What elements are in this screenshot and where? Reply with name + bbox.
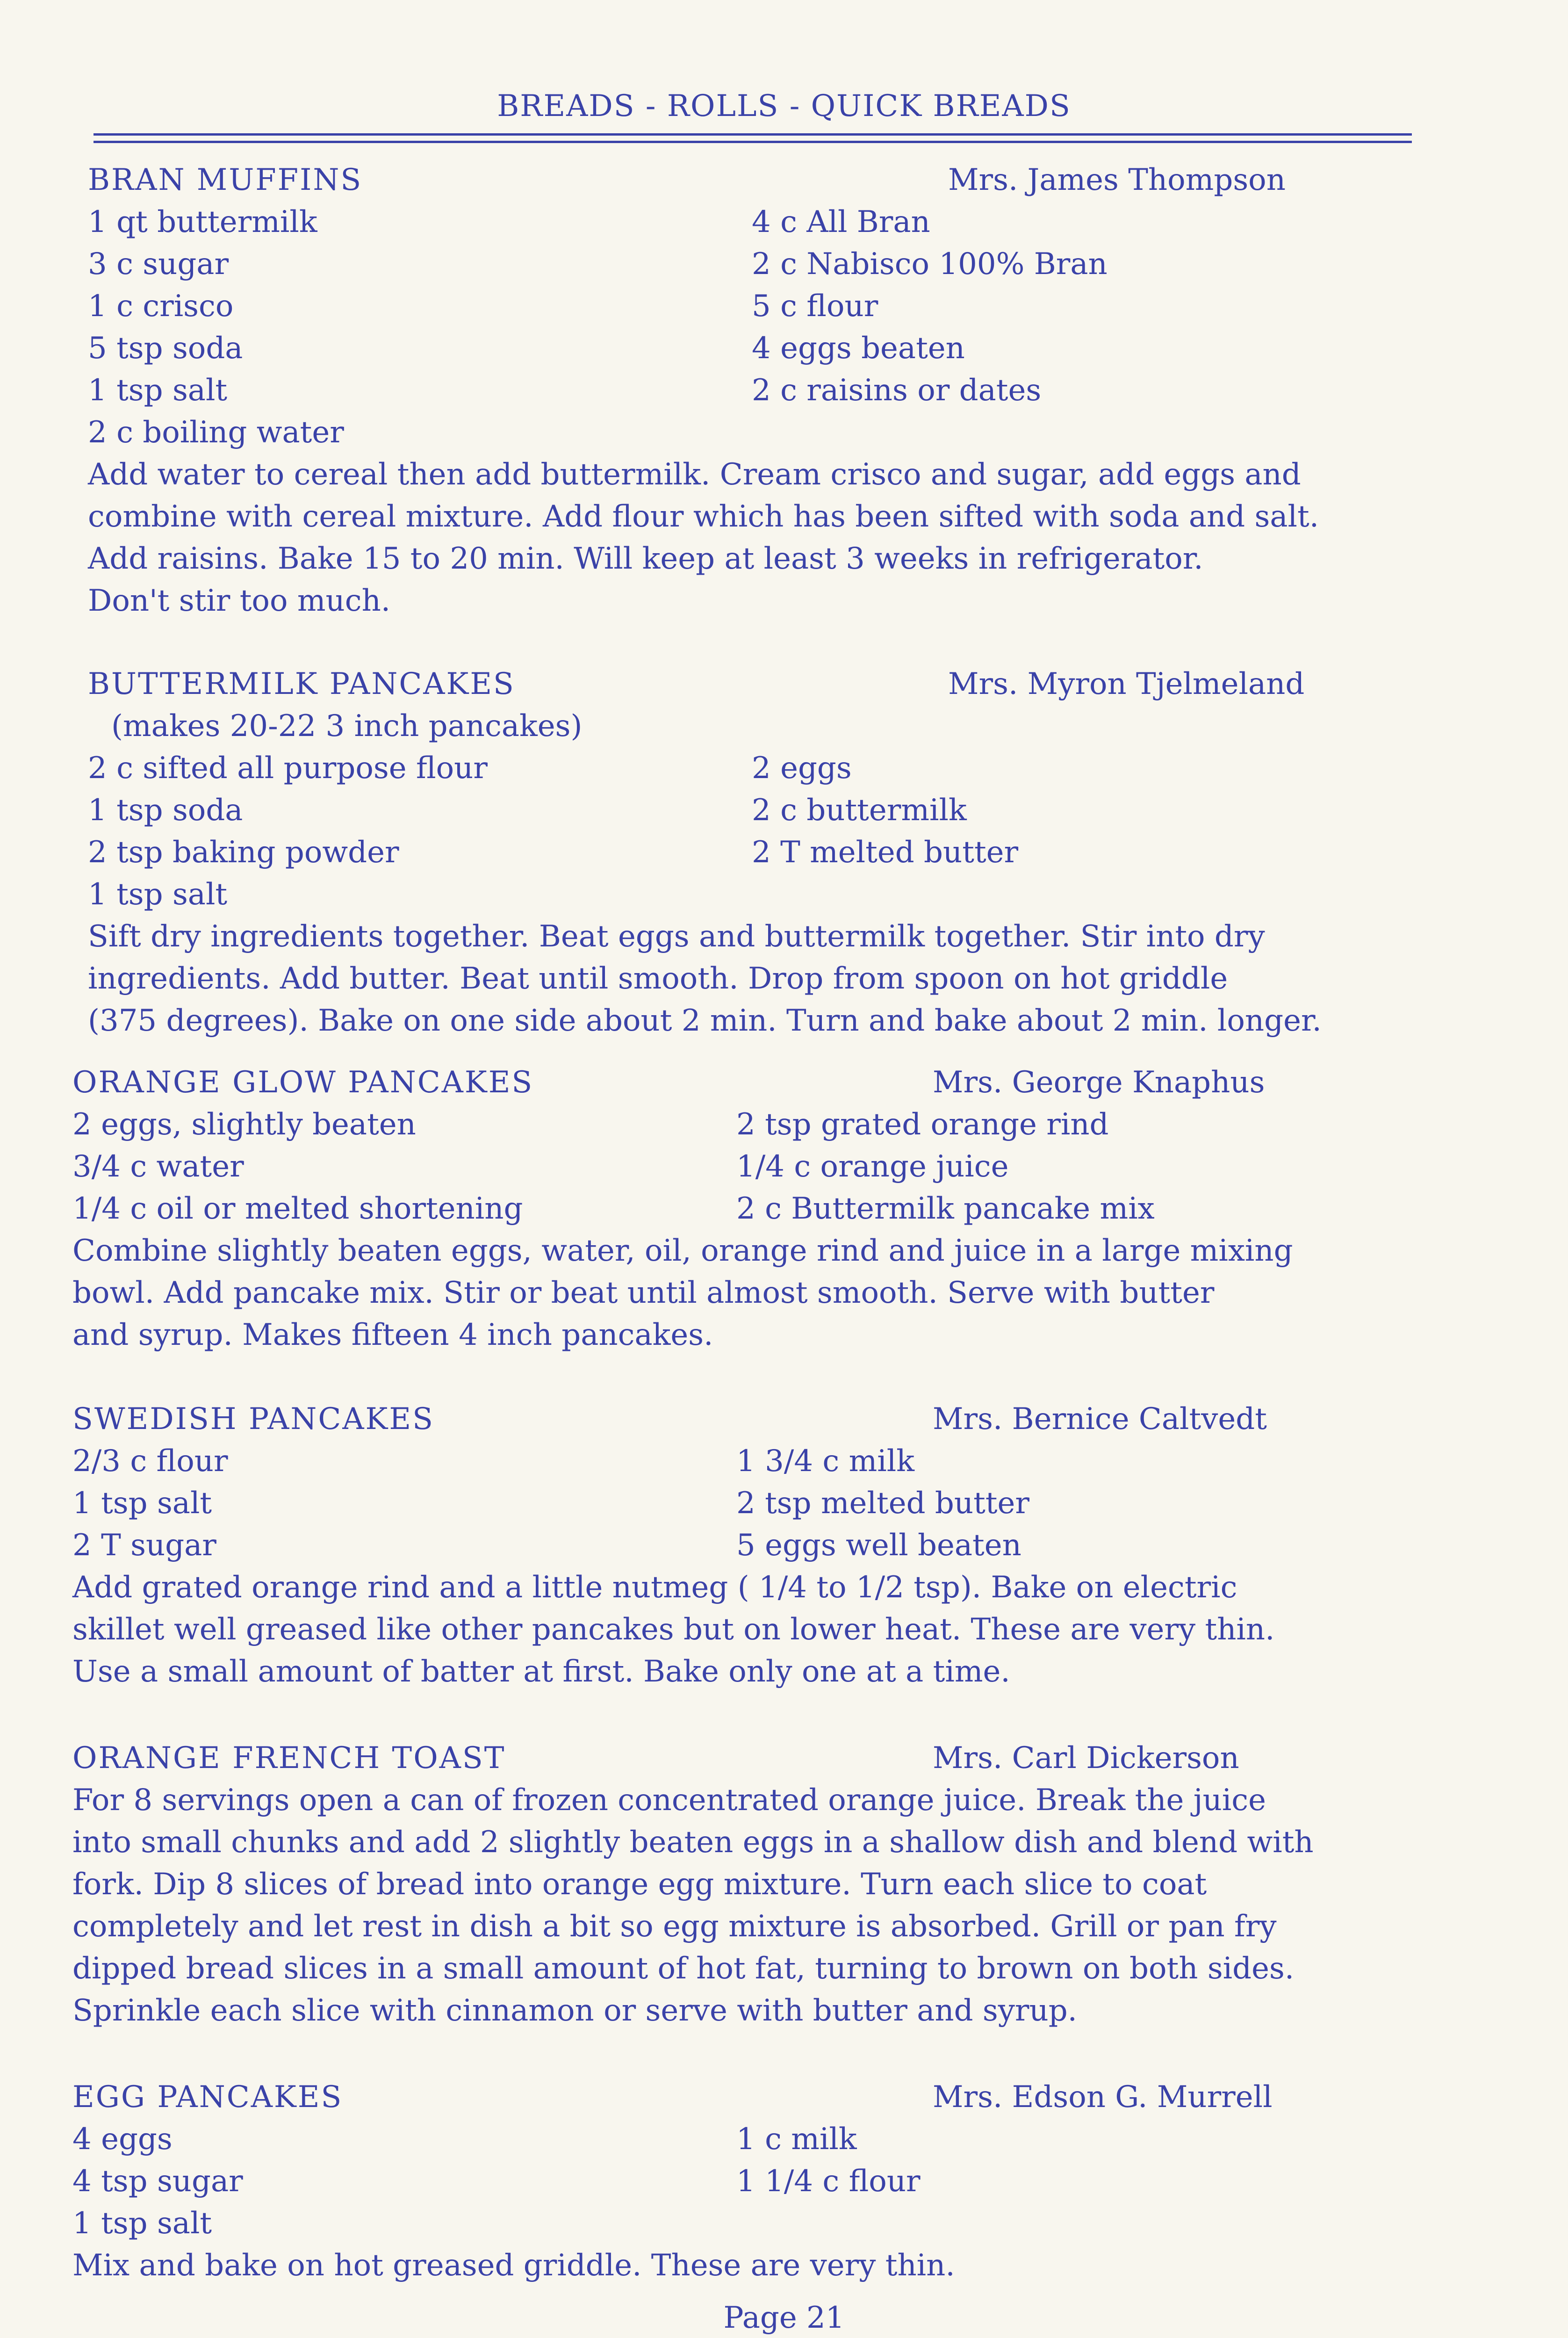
recipe-note: (makes 20-22 3 inch pancakes) <box>111 709 583 743</box>
ingredient: 2 tsp grated orange rind <box>736 1107 1109 1142</box>
ingredient: 4 eggs <box>72 2122 173 2157</box>
recipe-title: SWEDISH PANCAKES <box>72 1402 434 1436</box>
directions-line: Use a small amount of batter at first. Bake only one at a time. <box>72 1654 1010 1689</box>
recipe-author: Mrs. Edson G. Murrell <box>933 2080 1273 2114</box>
ingredient: 1 c crisco <box>88 289 234 324</box>
ingredient: 1 1/4 c flour <box>736 2164 921 2199</box>
recipe-swedish-pancakes <box>72 1398 1438 1693</box>
recipe-title: BUTTERMILK PANCAKES <box>88 667 515 701</box>
ingredient: 3/4 c water <box>72 1149 244 1184</box>
directions-line: and syrup. Makes fifteen 4 inch pancakes. <box>72 1318 713 1352</box>
recipe-title: ORANGE GLOW PANCAKES <box>72 1065 534 1100</box>
ingredient: 1 tsp salt <box>72 2206 212 2241</box>
recipe-directions <box>72 1779 1438 2032</box>
ingredient: 1 qt buttermilk <box>88 205 317 239</box>
ingredient: 2 tsp baking powder <box>88 835 399 870</box>
directions-line: Combine slightly beaten eggs, water, oil, orange rind and juice in a large mixing <box>72 1234 1293 1268</box>
ingredient: 4 tsp sugar <box>72 2164 243 2199</box>
recipe-author: Mrs. Carl Dickerson <box>933 1741 1239 1775</box>
ingredient: 1 3/4 c milk <box>736 1444 914 1479</box>
ingredient: 1 tsp soda <box>88 793 243 828</box>
ingredient: 2 tsp melted butter <box>736 1486 1029 1521</box>
ingredient: 2 eggs, slightly beaten <box>72 1107 416 1142</box>
ingredient: 1 tsp salt <box>88 877 228 912</box>
ingredient: 2 c raisins or dates <box>752 373 1042 408</box>
ingredient: 1/4 c oil or melted shortening <box>72 1191 523 1226</box>
directions-line: fork. Dip 8 slices of bread into orange egg mixture. Turn each slice to coat <box>72 1867 1207 1902</box>
recipe-directions <box>72 1566 1438 1693</box>
ingredient: 4 eggs beaten <box>752 331 965 366</box>
ingredient: 5 eggs well beaten <box>736 1528 1021 1563</box>
recipe-author: Mrs. George Knaphus <box>933 1065 1265 1100</box>
recipe-egg-pancakes <box>72 2076 1438 2287</box>
directions-line: skillet well greased like other pancakes but on lower heat. These are very thin. <box>72 1612 1275 1647</box>
ingredient: 1 tsp salt <box>72 1486 212 1521</box>
ingredient: 2 c sifted all purpose flour <box>88 751 488 786</box>
directions-line: Sift dry ingredients together. Beat eggs and buttermilk together. Stir into dry <box>88 919 1265 954</box>
section-header: BREADS - ROLLS - QUICK BREADS <box>497 89 1071 123</box>
directions-line: Don't stir too much. <box>88 584 391 618</box>
ingredient: 2 c boiling water <box>88 415 344 450</box>
directions-line: Add grated orange rind and a little nutmeg ( 1/4 to 1/2 tsp). Bake on electric <box>72 1570 1237 1605</box>
directions-line: (375 degrees). Bake on one side about 2 min. Turn and bake about 2 min. longer. <box>88 1003 1322 1038</box>
ingredient: 2 c Buttermilk pancake mix <box>736 1191 1155 1226</box>
ingredient: 1 c milk <box>736 2122 857 2157</box>
ingredient: 3 c sugar <box>88 247 229 281</box>
header-rule-bottom <box>94 141 1412 143</box>
header-rule-top <box>94 133 1412 136</box>
recipe-directions <box>72 2244 1438 2287</box>
recipe-orange-glow-pancakes <box>72 1061 1438 1356</box>
ingredient: 2 eggs <box>752 751 852 786</box>
ingredient: 5 c flour <box>752 289 878 324</box>
ingredient: 4 c All Bran <box>752 205 930 239</box>
ingredient: 2 T sugar <box>72 1528 216 1563</box>
directions-line: dipped bread slices in a small amount of hot fat, turning to brown on both sides. <box>72 1951 1295 1986</box>
recipe-title: EGG PANCAKES <box>72 2080 343 2114</box>
directions-line: combine with cereal mixture. Add flour which has been sifted with soda and salt. <box>88 499 1319 534</box>
recipe-title: BRAN MUFFINS <box>88 163 363 197</box>
directions-line: For 8 servings open a can of frozen concentrated orange juice. Break the juice <box>72 1783 1266 1818</box>
recipe-directions <box>88 916 1453 1042</box>
directions-line: Sprinkle each slice with cinnamon or serve with butter and syrup. <box>72 1993 1077 2028</box>
directions-line: into small chunks and add 2 slightly beaten eggs in a shallow dish and blend with <box>72 1825 1314 1860</box>
directions-line: bowl. Add pancake mix. Stir or beat until almost smooth. Serve with butter <box>72 1276 1215 1310</box>
directions-line: completely and let rest in dish a bit so egg mixture is absorbed. Grill or pan fry <box>72 1909 1277 1944</box>
recipe-author: Mrs. James Thompson <box>948 163 1286 197</box>
recipe-author: Mrs. Bernice Caltvedt <box>933 1402 1267 1436</box>
ingredient: 5 tsp soda <box>88 331 243 366</box>
ingredient: 2/3 c flour <box>72 1444 228 1479</box>
recipe-orange-french-toast <box>72 1737 1438 2032</box>
ingredient: 2 c buttermilk <box>752 793 967 828</box>
recipe-bran-muffins <box>88 159 1453 622</box>
page-number: Page 21 <box>723 2301 845 2335</box>
recipe-author: Mrs. Myron Tjelmeland <box>948 667 1305 701</box>
ingredient: 2 T melted butter <box>752 835 1019 870</box>
ingredient: 1/4 c orange juice <box>736 1149 1009 1184</box>
ingredient: 2 c Nabisco 100% Bran <box>752 247 1108 281</box>
recipe-directions <box>88 454 1453 622</box>
recipe-buttermilk-pancakes <box>88 663 1453 1042</box>
directions-line: Add raisins. Bake 15 to 20 min. Will keep at least 3 weeks in refrigerator. <box>88 541 1203 576</box>
recipe-directions <box>72 1230 1438 1356</box>
ingredient: 1 tsp salt <box>88 373 228 408</box>
directions-line: Mix and bake on hot greased griddle. These are very thin. <box>72 2248 955 2283</box>
directions-line: ingredients. Add butter. Beat until smooth. Drop from spoon on hot griddle <box>88 961 1228 996</box>
recipe-title: ORANGE FRENCH TOAST <box>72 1741 506 1775</box>
directions-line: Add water to cereal then add buttermilk. Cream crisco and sugar, add eggs and <box>88 457 1301 492</box>
